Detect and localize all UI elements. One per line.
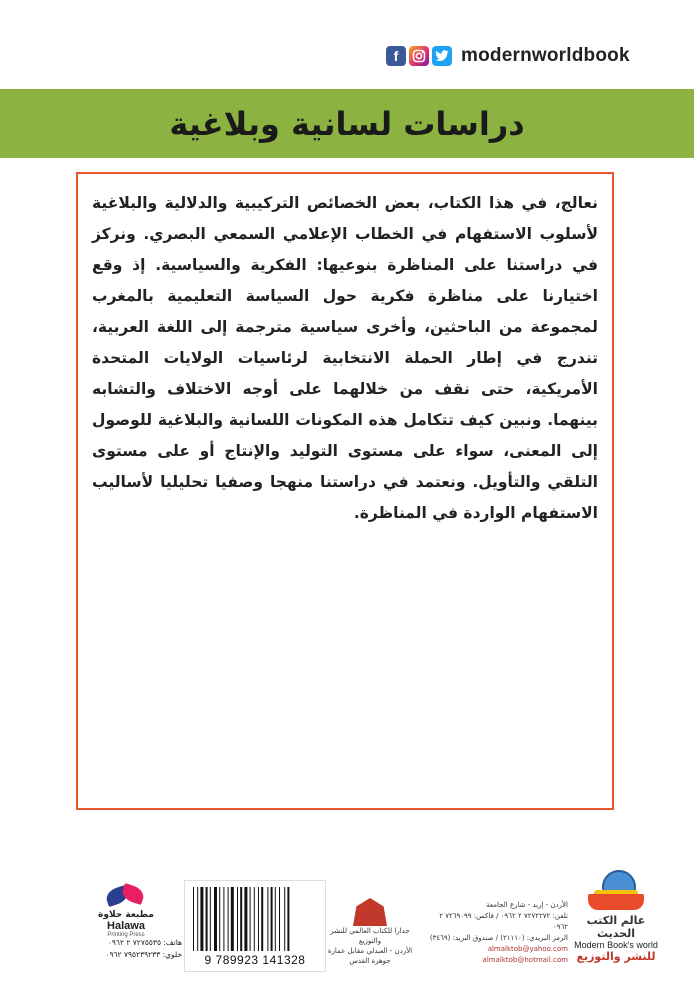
distributor-address: الأردن - العبدلي مقابل عمارة جوهرة القدس xyxy=(327,947,413,965)
isbn-number: 9 789923 141328 xyxy=(204,953,306,967)
publisher-contact xyxy=(428,900,568,966)
printer-name-ar: مطبعة حلاوة xyxy=(98,910,154,920)
contact-postal: الرمز البريدي: (٢١١١٠) / صندوق البريد: (٣٤٦٩) xyxy=(429,934,568,942)
publisher-logo xyxy=(566,868,666,963)
printer-sub: Printing Press xyxy=(107,932,145,938)
distributor-emblem-icon xyxy=(353,898,387,926)
blurb-text: نعالج، في هذا الكتاب، بعض الخصائص التركيبية والدلالية والبلاغية لأسلوب الاستفهام في الخطاب الإعلامي السمعي البصري. ونركز في دراستنا على المناظرة بنوعيها: الفكرية والسياسية. إذ وقع اختيارنا على مناظرة فكرية حول السياسة التعليمية بالمغرب لمجموعة من الباحثين، وأخرى سياسية مترجمة إلى اللغة العربية، تندرج في إطار الحملة الانتخابية لرئاسيات الولايات المتحدة الأمريكية، حتى نقف من خلالهما على أوجه الاختلاف والتشابه بينهما. ونبين كيف تتكامل هذه المكونات اللسانية والبلاغية للوصول إلى المعنى، سواء على مستوى التوليد والإنتاج أو على مستوى التلقي والتأويل. ونعتمد في دراستنا منهجا وصفيا تحليليا لأساليب الاستفهام الواردة في المناظرة. xyxy=(92,194,598,522)
contact-email-1[interactable]: almalktob@yahoo.com xyxy=(487,945,568,953)
publisher-name-ar: عالم الكتب الحديث xyxy=(586,914,646,940)
bird-icon xyxy=(104,884,148,910)
twitter-icon[interactable] xyxy=(432,46,452,66)
printer-name-en: Halawa xyxy=(107,920,145,932)
facebook-icon[interactable]: f xyxy=(386,46,406,66)
publisher-emblem-icon xyxy=(584,868,648,914)
barcode-icon xyxy=(191,887,319,951)
contact-phone: تلفن: ٧٢٧٢٢٧٢ ٢ ٠٩٦٢ / فاكس: ٧٢٦٩٠٩٩ ٢ ٠٩٦٢ xyxy=(439,912,568,931)
printer-logo xyxy=(86,884,166,938)
distributor-logo xyxy=(320,898,420,966)
blurb-frame xyxy=(76,172,614,810)
book-title: دراسات لسانية وبلاغية xyxy=(169,104,525,143)
contact-address: الأردن - إربد - شارع الجامعة xyxy=(486,901,568,909)
instagram-icon[interactable] xyxy=(409,46,429,66)
publisher-name-en: Modern Book's world xyxy=(574,940,658,950)
printer-phones xyxy=(52,937,182,961)
distributor-name: جدارا للكتاب العالمي للنشر والتوزيع xyxy=(330,927,410,945)
website-name[interactable]: modernworldbook xyxy=(461,45,630,66)
title-band xyxy=(0,89,694,158)
printer-phone-1: هاتف: ٧٢٧٥٥٣٥ ٢ ٠٩٦٢ xyxy=(107,938,182,947)
publisher-subtitle: للنشر والتوزيع xyxy=(576,950,656,963)
social-row xyxy=(386,44,630,68)
contact-email-2[interactable]: almalktob@hotmail.com xyxy=(482,956,568,964)
printer-phone-2: خلوي: ٧٩٥٢٣٩٢٣٣ ٠٩٦٢ xyxy=(105,950,182,959)
isbn-barcode xyxy=(184,880,326,972)
